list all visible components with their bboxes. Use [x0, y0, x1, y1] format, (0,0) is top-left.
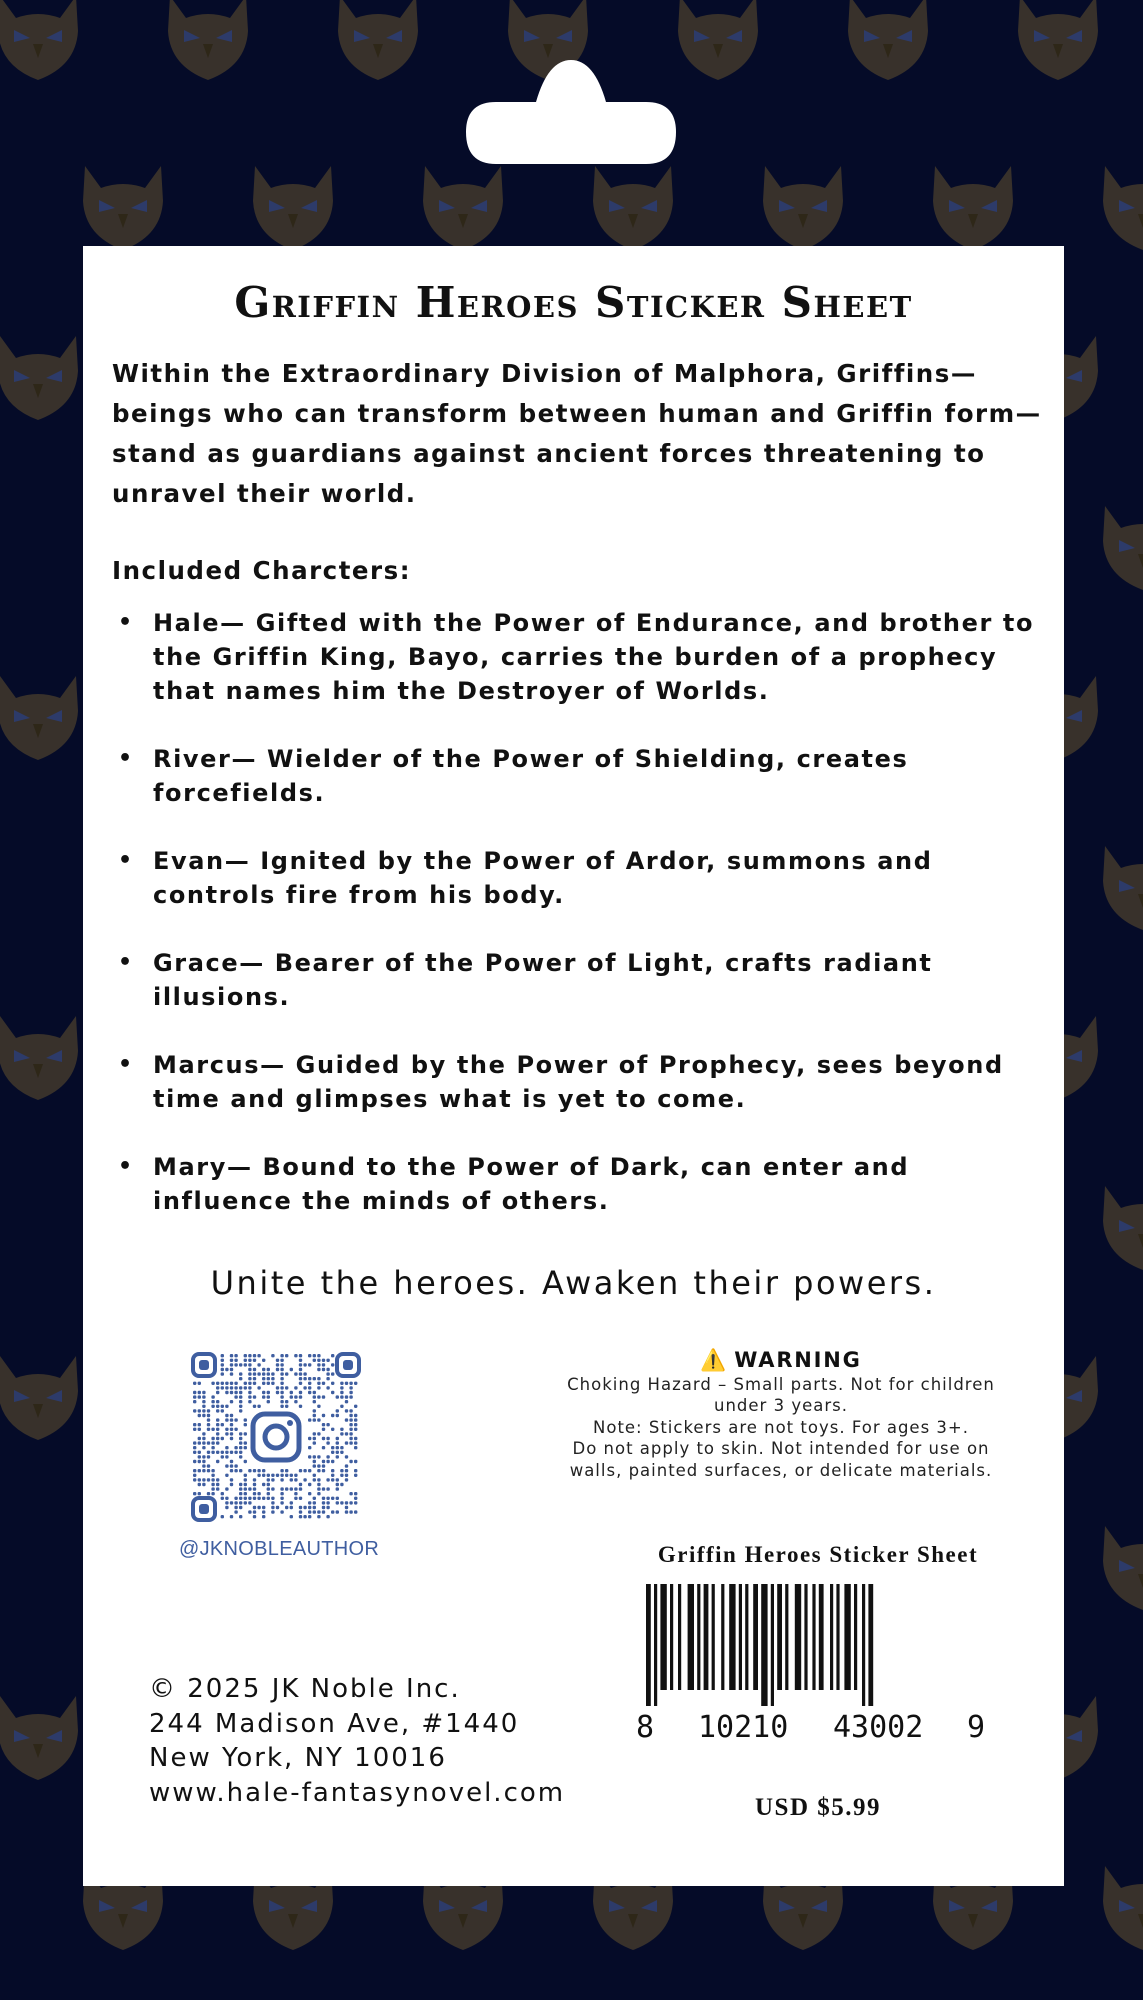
warning-line: Choking Hazard – Small parts. Not for children under 3 years. — [567, 1374, 995, 1415]
barcode-bar — [660, 1584, 666, 1690]
website-link[interactable]: www.hale-fantasynovel.com — [149, 1777, 566, 1808]
list-item — [112, 844, 1052, 912]
list-item — [112, 606, 1052, 708]
barcode-bar — [646, 1584, 651, 1706]
barcode-bar — [688, 1584, 694, 1690]
barcode-bar — [753, 1584, 758, 1690]
barcode-bar — [771, 1584, 774, 1706]
copyright-line: © 2025 JK Noble Inc. — [149, 1674, 461, 1704]
barcode-bar — [761, 1584, 767, 1706]
barcode-bar — [670, 1584, 673, 1690]
character-description: Evan— Ignited by the Power of Ardor, summons and controls fire from his body. — [153, 847, 933, 909]
barcode-bar — [729, 1584, 735, 1690]
barcode — [626, 1584, 1006, 1706]
barcode-bar — [721, 1584, 724, 1690]
barcode-digits-left: 10210 — [698, 1710, 789, 1745]
list-item — [112, 742, 1052, 810]
bullet: • — [118, 610, 134, 635]
character-description: Marcus— Guided by the Power of Prophecy, sees beyond time and glimpses what is yet to come. — [153, 1051, 1004, 1113]
character-description: River— Wielder of the Power of Shielding, creates forcefields. — [153, 745, 909, 807]
barcode-bar — [819, 1584, 824, 1690]
publisher-address — [149, 1672, 609, 1810]
list-item — [112, 1048, 1052, 1116]
list-item — [112, 1150, 1052, 1218]
sticker-sheet-card — [83, 246, 1064, 1886]
barcode-bar — [812, 1584, 815, 1690]
barcode-bar — [854, 1584, 857, 1690]
bullet: • — [118, 848, 134, 873]
barcode-bar — [785, 1584, 788, 1690]
warning-line: Note: Stickers are not toys. For ages 3+. — [593, 1417, 969, 1437]
instagram-icon — [249, 1410, 303, 1464]
social-handle[interactable]: @JKNOBLEAUTHOR — [179, 1538, 380, 1560]
barcode-bar — [868, 1584, 873, 1706]
tagline: Unite the heroes. Awaken their powers. — [210, 1264, 937, 1302]
character-list — [112, 606, 1052, 1252]
instagram-qr-code[interactable] — [191, 1352, 361, 1522]
barcode-digits-right: 43002 — [833, 1710, 924, 1745]
barcode-bar — [739, 1584, 742, 1690]
barcode-bar — [678, 1584, 681, 1690]
warning-title — [553, 1350, 1009, 1372]
character-description: Hale— Gifted with the Power of Endurance, and brother to the Griffin King, Bayo, carries the burden of a prophecy that names him the Destroyer of Worlds. — [153, 609, 1035, 705]
bullet: • — [118, 746, 134, 771]
barcode-bar — [844, 1584, 850, 1690]
bullet: • — [118, 1154, 134, 1179]
barcode-bar — [654, 1584, 657, 1706]
page-title: Griffin Heroes Sticker Sheet — [234, 278, 913, 327]
barcode-bar — [804, 1584, 807, 1690]
street-line: 244 Madison Ave, #1440 — [149, 1708, 520, 1739]
barcode-bar — [830, 1584, 833, 1690]
price: USD $5.99 — [754, 1794, 881, 1821]
barcode-digit-last: 9 — [967, 1710, 986, 1745]
barcode-bar — [862, 1584, 865, 1706]
warning-line: Do not apply to skin. Not intended for use on walls, painted surfaces, or delicate materials. — [569, 1439, 993, 1480]
list-item — [112, 946, 1052, 1014]
included-characters-label: Included Charcters: — [112, 556, 411, 585]
city-line: New York, NY 10016 — [149, 1743, 447, 1773]
barcode-bar — [777, 1584, 782, 1690]
barcode-bar — [712, 1584, 715, 1690]
character-description: Mary— Bound to the Power of Dark, can enter and influence the minds of others. — [153, 1153, 910, 1215]
barcode-bar — [745, 1584, 748, 1690]
barcode-bar — [795, 1584, 801, 1690]
barcode-digit-first: 8 — [636, 1710, 655, 1745]
intro-paragraph: Within the Extraordinary Division of Malphora, Griffins—beings who can transform between human and Griffin form—stand as guardians against ancient forces threatening to unravel their world. — [112, 359, 1042, 508]
character-description: Grace— Bearer of the Power of Light, crafts radiant illusions. — [153, 949, 933, 1011]
barcode-bar — [697, 1584, 700, 1690]
barcode-title: Griffin Heroes Sticker Sheet — [657, 1542, 979, 1567]
bullet: • — [118, 1052, 134, 1077]
warning-icon: ⚠️ — [700, 1348, 729, 1372]
hang-hole — [466, 60, 676, 164]
barcode-bar — [704, 1584, 709, 1690]
bullet: • — [118, 950, 134, 975]
warning-title-text: WARNING — [734, 1348, 862, 1372]
barcode-bar — [836, 1584, 839, 1690]
warning-block — [553, 1350, 1009, 1481]
